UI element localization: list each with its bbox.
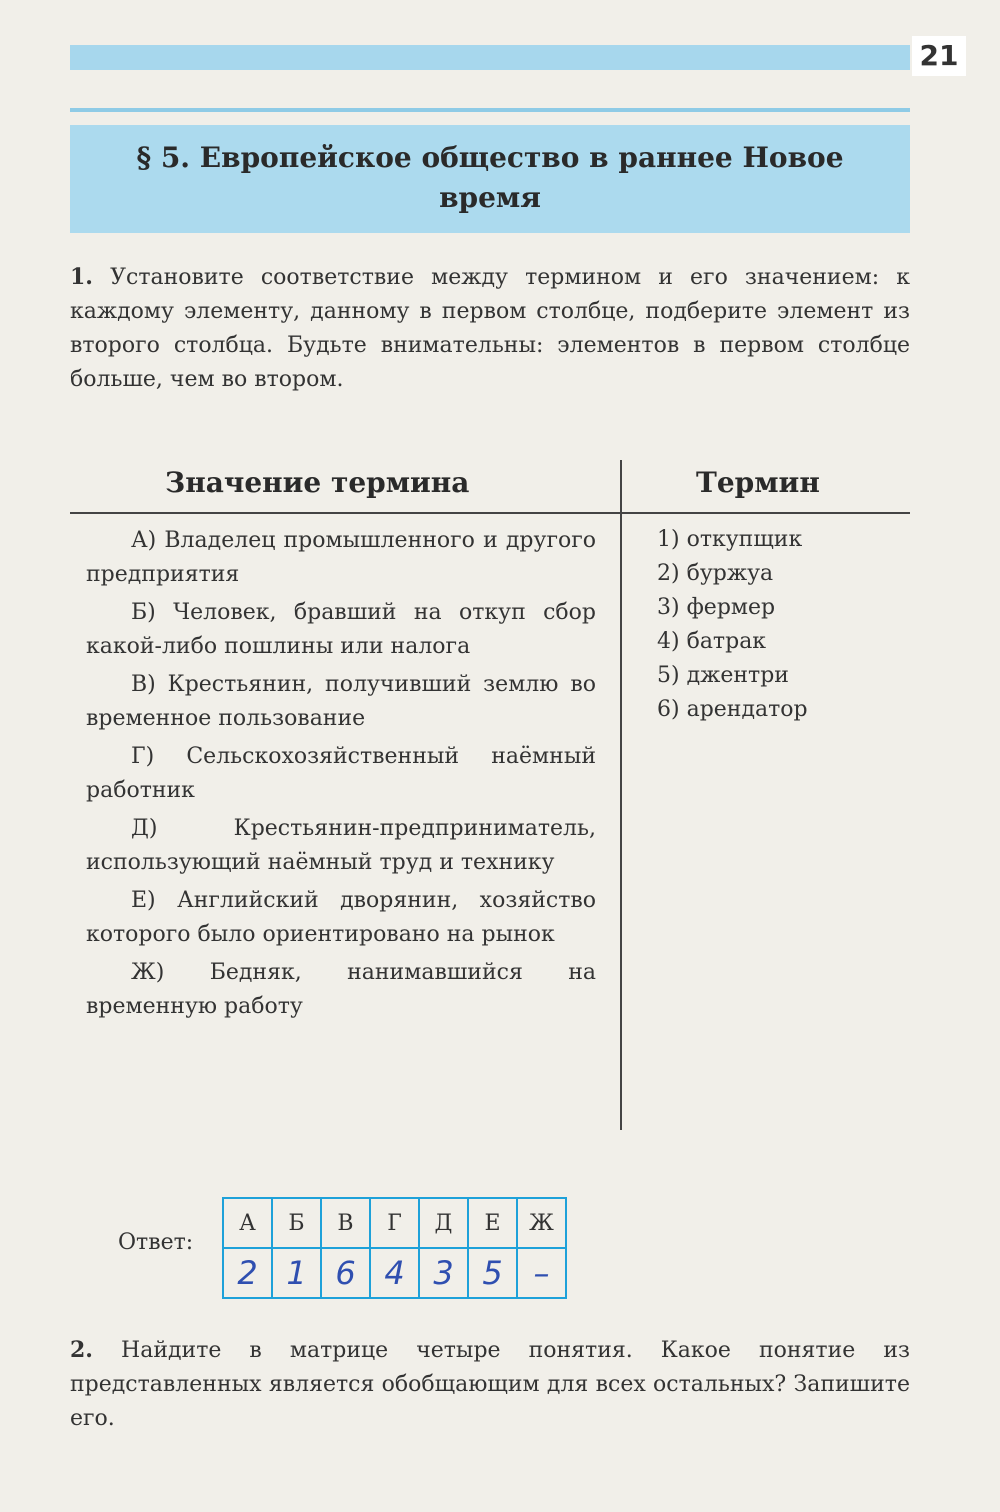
answer-table: [222, 1197, 567, 1299]
meaning-item: А) Владелец промышленного и другого предприятия: [86, 528, 596, 587]
answer-value-cell[interactable]: –: [517, 1248, 566, 1298]
task-2-number: 2.: [70, 1337, 93, 1363]
answer-value-cell[interactable]: 4: [370, 1248, 419, 1298]
term-column-header: Термин: [696, 466, 820, 499]
section-title: § 5. Европейское общество в раннее Новое время: [136, 141, 844, 214]
terms-list: [657, 523, 808, 727]
meaning-item: Б) Человек, бравший на откуп сбор какой-либо пошлины или налога: [86, 600, 596, 659]
term-item: 3) фермер: [657, 595, 776, 620]
answer-value-cell[interactable]: 3: [419, 1248, 468, 1298]
answer-letter: В: [321, 1198, 370, 1248]
meaning-item: Г) Сельскохозяйственный наёмный работник: [86, 744, 596, 803]
title-divider: [70, 108, 910, 112]
meaning-item: Д) Крестьянин-предприниматель, использующий наёмный труд и технику: [86, 816, 596, 875]
answer-values-row: [223, 1248, 566, 1298]
meaning-item: Ж) Бедняк, нанимавшийся на временную работу: [86, 960, 596, 1019]
task-2-text: Найдите в матрице четыре понятия. Какое понятие из представленных является обобщающим для всех остальных? Запишите его.: [70, 1338, 910, 1431]
task-2: [70, 1333, 910, 1436]
term-item: 4) батрак: [657, 629, 767, 654]
term-item: 1) откупщик: [657, 527, 803, 552]
task-1-text: Установите соответствие между термином и его значением: к каждому элементу, данному в первом столбце, подберите элемент из второго столбца. Будьте внимательны: элементов в первом столбце больше, чем во втором.: [70, 265, 910, 392]
answer-letter: Г: [370, 1198, 419, 1248]
answer-value-cell[interactable]: 2: [223, 1248, 272, 1298]
answer-value-cell[interactable]: 6: [321, 1248, 370, 1298]
term-item: 5) джентри: [657, 663, 789, 688]
header-rule: [70, 512, 910, 514]
meaning-item: В) Крестьянин, получивший землю во временное пользование: [86, 672, 596, 731]
meaning-column-header: Значение термина: [165, 466, 470, 499]
answer-letter: Б: [272, 1198, 321, 1248]
answer-letter: Ж: [517, 1198, 566, 1248]
answer-value-cell[interactable]: 5: [468, 1248, 517, 1298]
page-number: 21: [912, 36, 966, 76]
answer-label: Ответ:: [118, 1230, 194, 1255]
term-item: 6) арендатор: [657, 697, 808, 722]
answer-letter: Е: [468, 1198, 517, 1248]
answer-letter: Д: [419, 1198, 468, 1248]
task-1-number: 1.: [70, 264, 93, 290]
column-divider: [620, 460, 622, 1130]
term-item: 2) буржуа: [657, 561, 774, 586]
answer-letters-row: [223, 1198, 566, 1248]
answer-letter: А: [223, 1198, 272, 1248]
page-header-strip: [70, 45, 910, 70]
meanings-list: [86, 524, 596, 1028]
meaning-item: Е) Английский дворянин, хозяйство которого было ориентировано на рынок: [86, 888, 596, 947]
answer-value-cell[interactable]: 1: [272, 1248, 321, 1298]
task-1: [70, 260, 910, 397]
